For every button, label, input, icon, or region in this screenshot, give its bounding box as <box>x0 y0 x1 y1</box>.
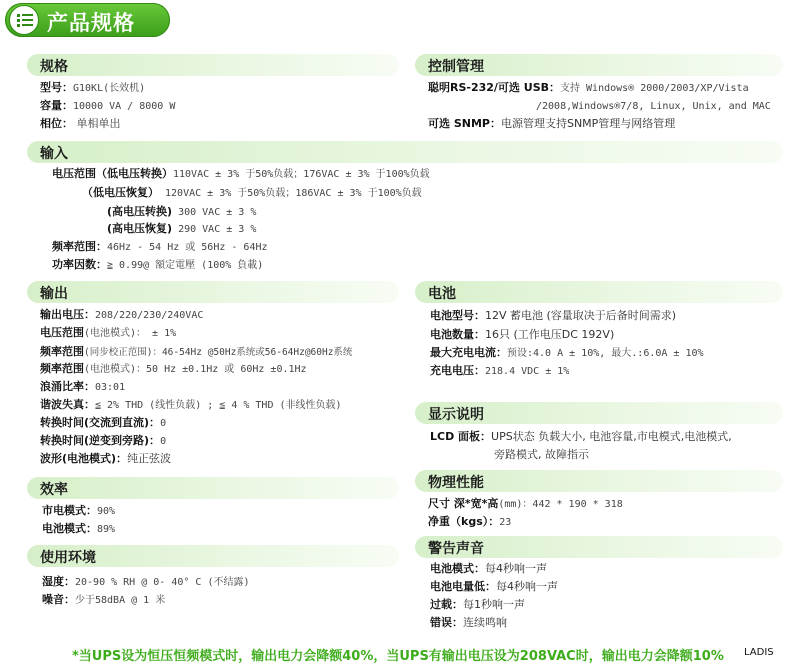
output-transfer-ac-dc-row: 转换时间(交流到直流)：0 <box>40 416 167 429</box>
section-header-physical: 物理性能 <box>415 470 783 492</box>
section-header-alarm: 警告声音 <box>415 536 783 558</box>
environment-humidity-row: 湿度：20-90 % RH @ 0- 40° C (不结露) <box>42 575 250 588</box>
battery-type-row: 电池型号：12V 蓄电池 (容量取决于后备时间需求) <box>430 309 677 322</box>
section-header-environment: 使用环境 <box>27 545 399 567</box>
battery-charge-voltage-row: 充电电压：218.4 VDC ± 1% <box>430 364 570 377</box>
spec-capacity-row: 容量：10000 VA / 8000 W <box>40 99 176 112</box>
input-frequency-row: 频率范围：46Hz - 54 Hz 或 56Hz - 64Hz <box>52 240 268 253</box>
output-battery-frequency-row: 频率范围(电池模式)：50 Hz ±0.1Hz 或 60Hz ±0.1Hz <box>40 362 307 375</box>
output-voltage-range-row: 电压范围(电池模式)： ± 1% <box>40 326 177 339</box>
control-os-row: /2008,Windows®7/8, Linux, Unix, and MAC <box>536 101 771 112</box>
section-header-control: 控制管理 <box>415 54 783 76</box>
input-low-recovery-row: （低电压恢复） 120VAC ± 3% 于50%负载；186VAC ± 3% 于100%负载 <box>82 186 422 199</box>
alarm-low-battery-row: 电池电量低：每4秒响一声 <box>430 580 558 593</box>
output-crest-ratio-row: 浪涌比率：03:01 <box>40 380 126 393</box>
page-title: 产品规格 <box>47 11 135 35</box>
control-snmp-row: 可选 SNMP：电源管理支持SNMP管理与网络管理 <box>428 117 676 130</box>
brand-label: LADIS <box>744 647 774 658</box>
input-high-transfer-row: (高电压转换) 300 VAC ± 3 % <box>107 205 257 218</box>
section-header-spec: 规格 <box>27 54 399 76</box>
section-header-battery: 电池 <box>415 281 783 303</box>
spec-model-row: 型号：G10KL(长效机) <box>40 81 146 94</box>
spec-phase-row: 相位： 单相单出 <box>40 117 121 130</box>
input-power-factor-row: 功率因数：≧ 0.99@ 額定電壓 (100% 負載) <box>52 258 264 271</box>
section-header-efficiency: 效率 <box>27 477 399 499</box>
section-header-display: 显示说明 <box>415 402 783 424</box>
control-usb-row: 聪明RS-232/可选 USB：支持 Windows® 2000/2003/XP/Vista <box>428 81 749 94</box>
list-icon <box>9 5 39 35</box>
display-lcd-row: LCD 面板：UPS状态 负载大小, 电池容量,市电模式,电池模式, <box>430 430 732 443</box>
battery-count-row: 电池数量：16只 (工作电压DC 192V) <box>430 328 615 341</box>
alarm-overload-row: 过载：每1秒响一声 <box>430 598 525 611</box>
output-waveform-row: 波形(电池模式)：纯正弦波 <box>40 452 172 465</box>
alarm-battery-mode-row: 电池模式：每4秒响一声 <box>430 562 547 575</box>
section-header-output: 输出 <box>27 281 399 303</box>
output-sync-frequency-row: 频率范围(同步校正范围)：46-54Hz @50Hz系统或56-64Hz@60Hz系统 <box>40 345 353 358</box>
section-header-input: 输入 <box>27 141 783 163</box>
output-thd-row: 谐波失真：≦ 2% THD (线性负载) ; ≦ 4 % THD (非线性负载) <box>40 398 342 411</box>
physical-dimensions-row: 尺寸 深*宽*高(mm)：442 * 190 * 318 <box>428 497 623 510</box>
footer-derating-note: *当UPS设为恒压恒频模式时，输出电力会降额40%，当UPS有输出电压设为208VAC时，输出电力会降额10% <box>72 649 724 664</box>
environment-noise-row: 噪音：少于58dBA @ 1 米 <box>42 593 166 606</box>
input-low-transfer-row: 电压范围（低电压转换）110VAC ± 3% 于50%负载；176VAC ± 3% 于100%负载 <box>52 167 430 180</box>
alarm-fault-row: 错误：连续鸣响 <box>430 616 507 629</box>
output-voltage-row: 输出电压：208/220/230/240VAC <box>40 308 204 321</box>
efficiency-battery-mode-row: 电池模式：89% <box>42 522 116 535</box>
input-high-recovery-row: (高电压恢复) 290 VAC ± 3 % <box>107 222 257 235</box>
efficiency-ac-mode-row: 市电模式：90% <box>42 504 116 517</box>
display-lcd-row-2: 旁路模式, 故障指示 <box>494 448 589 461</box>
title-banner <box>5 3 170 37</box>
physical-weight-row: 净重（kgs）：23 <box>428 515 512 528</box>
output-transfer-bypass-row: 转换时间(逆变到旁路)：0 <box>40 434 167 447</box>
battery-charge-current-row: 最大充电电流：预设:4.0 A ± 10%, 最大.:6.0A ± 10% <box>430 346 704 359</box>
